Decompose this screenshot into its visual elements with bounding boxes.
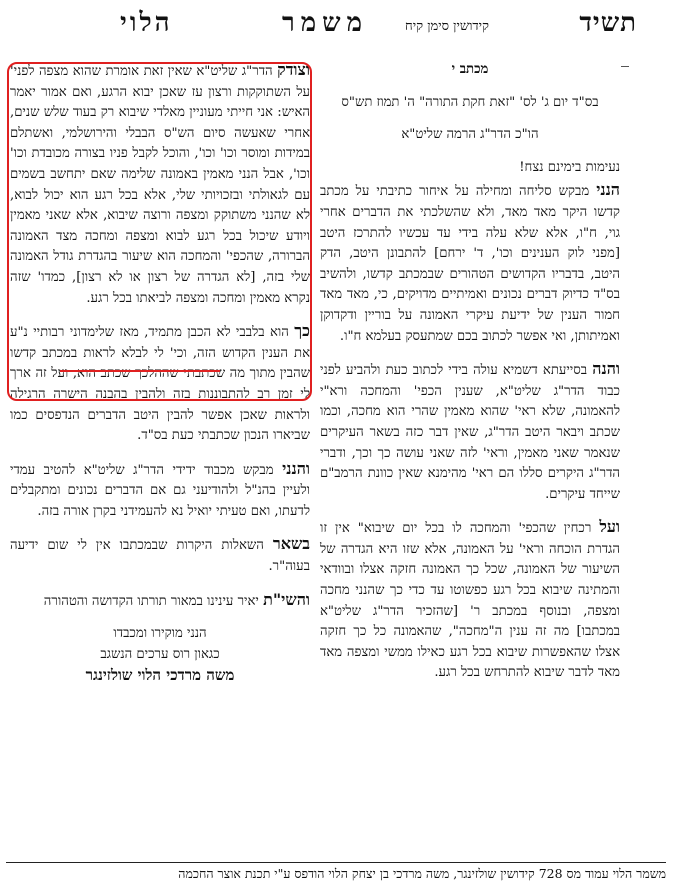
- paragraph-text: בסייעתא דשמיא עולה בידי לכתוב כעת ולהביע לפני כבוד הדר"ג שליט"א, שענין הכפי' והמחכה ורא"י להאמונה, שלא ראי' שהוא מאמין שהרי הוא מחכה, וכמו שכתב ויבאר היטב הדר"ג, שאין דבר כזה בשאר העיקרים שנאמר שאני מאמין, וראי' לזה שאני עושה כך וכך, ודברי הדר"ג היקרים סללו הם ראי' מהימנא שאין כוונת הרמב"ם שייחד עיקרים.: [320, 363, 620, 502]
- header-subtitle: קידושין סימן קיח: [405, 19, 490, 34]
- right-paragraph-1: [320, 180, 620, 347]
- right-column: [320, 60, 620, 696]
- page-header: [0, 6, 677, 40]
- signature-line-1: הנני מוקירו ומכבדו: [113, 626, 207, 642]
- paragraph-text: הוא בלבבי לא הכבן מתמיד, מאז שלימדוני רבותיי נ"ע את הענין הקדוש הזה, וכי' לי לבלא לראות במכתב קדשו שהבין מתוך מה שכתבתי שההלכך שכתב הוא, ועל זה ארך לי זמן רב להתבוננות בזה ולהבין בהבנה הישרה הרגילה ולראות שאכן אפשר להבין היטב הדברים הנדפסים כמו שביארו הנכון שכתבתי כעת בס"ד.: [10, 325, 310, 444]
- left-column: [10, 60, 310, 686]
- header-year: תשיד: [579, 8, 637, 38]
- signature-line-2: כגאון רוס ערכים הנשגב: [100, 646, 220, 662]
- addressee-line: הו"כ הדר"ג הרמה שליט"א: [401, 127, 539, 143]
- paragraph-text: יאיר עינינו במאור תורתו הקדושה והטהורה: [43, 593, 259, 609]
- highlight-underline: [60, 370, 220, 372]
- left-paragraph-4: [10, 534, 310, 577]
- left-paragraph-5: [10, 590, 310, 613]
- paragraph-text: רכחין שהכפי' והמחכה לו בכל יום שיבוא" אין זו הגדרת הוכחה וראי' על האמונה, אלא שזו היא הגדרה של השיעור של האמונה, שכל כך האמונה חזקה אצלו ובוודאי והמתינה שיבוא בכל רגע כפשוטו עד כדי כך שהנני מחכה ומצפה, ובנוסף במכתב ר' [שהזכיר הדר"ג שליט"א במכתבו] מה זה ענין ה"מחכה", שהאמונה כל כך חזקה אצלו שהאפשרות שיבוא בכל רגע כאילו ממשי ומצפה מאד מאד לדבר שיבוא להתרחש בכל רגע.: [320, 521, 620, 681]
- greeting-line: נעימות בימינם נצח!: [519, 159, 620, 175]
- letter-title: מכתב י: [451, 62, 489, 77]
- paragraph-lead-word: בשאר: [272, 534, 310, 554]
- right-paragraph-2: [320, 359, 620, 505]
- paragraph-lead-word: הנני: [596, 180, 621, 200]
- paragraph-lead-word: וצודק: [277, 60, 310, 79]
- left-paragraph-3: [10, 459, 310, 523]
- paragraph-lead-word: ועל: [599, 517, 620, 537]
- header-author: הלוי: [120, 8, 173, 38]
- page-footer: משמר הלוי עמוד מס 728 קידושין שולזינגר, משה מרדכי בן יצחק הלוי הודפס ע"י תכנת אוצר החכמה: [6, 862, 666, 888]
- paragraph-lead-word: כך: [294, 321, 310, 341]
- paragraph-lead-word: והשי"ת: [263, 589, 310, 609]
- header-book-title: משמר: [281, 8, 368, 38]
- margin-tick-mark: [621, 66, 629, 67]
- right-paragraph-3: [320, 517, 620, 684]
- date-line: בס"ד יום ג' לס' "זאת חקת התורה" ה' תמוז תש"ס: [341, 94, 599, 110]
- signature-block: [10, 624, 310, 686]
- paragraph-text: הדר"ג שליט"א שאין זאת אומרת שהוא מצפה לפני' על השתוקקות ורצון עז שאכן יבוא הרגע, ואם אמור יאמר האיש: אני חייתי מעוניין מאלדי שיבוא רק בעוד שלש שנים, אחרי שאעשה סיום הש"ס הבבלי והירושלמי, ואשתלם במידות ומוסר וכו' וכו', והוכל לקבל פניו בצורה מכובדת וכו' וכו', אבל הנני מאמין באמונה שלימה שאם יתחשב בשמים עם לגאולתי ובזכויותי שלי, אלא בכל רגע הוא יכול לבוא, לא שהנני משתוקק ומצפה ורוצה שיבוא, אלא שאני מאמין ויודע שיכול בכל רגע לבוא ומצפה ומחכה מצד האמונה הברורה, שהכפי' והמחכה הוא שיעור בהגדרת גודל האמונה שלי בזה, [לא הגדרה של רצון או לא רצון], כמדו' שזה נקרא מאמין ומחכה ומצפה לביאתו בכל רגע.: [10, 64, 310, 306]
- paragraph-text: מבקש סליחה ומחילה על איחור כתיבתי על מכתב קדשו היקר מאד מאד, ולא שהשלכתי את הדברים אחרי גוי, ח"ו, אלא שלא עלה בידי עד עכשיו להתרכז היטב [מפני לוק הענינים וכו', ד' ירחם] להתבונן היטב, הדק היטב, בדבריו הקדושים הטהורים שבמכתב קדשו, ולהשיב בס"ד כדיוק דברים נכונים ואמיתיים מדויקים, כי, מאד מאד חמור הענין של ידיעת עיקרי האמונה על בוריין ודקדוקן ואמיתותן, ואי אפשר לכתוב בכם שמתעסק בעלמא ח"ו.: [320, 184, 620, 344]
- left-paragraph-2: [10, 321, 310, 447]
- paragraph-lead-word: והנה: [592, 359, 620, 379]
- signature-name: משה מרדכי הלוי שולזינגר: [85, 666, 235, 685]
- left-paragraph-1: [10, 60, 310, 309]
- paragraph-text: השאלות היקרות שבמכתבו אין לי שום ידיעה בעוה"ר.: [10, 538, 310, 575]
- paragraph-text: מבקש מכבוד ידידי הדר"ג שליט"א להטיב עמדי ולעיין בהנ"ל ולהודיעני גם אם הדברים נכונים ומתקבלים לדעתו, ואם טעיתי יואיל נא להעמידני בקרן אורה בזה.: [10, 462, 310, 519]
- paragraph-lead-word: והנני: [282, 458, 310, 478]
